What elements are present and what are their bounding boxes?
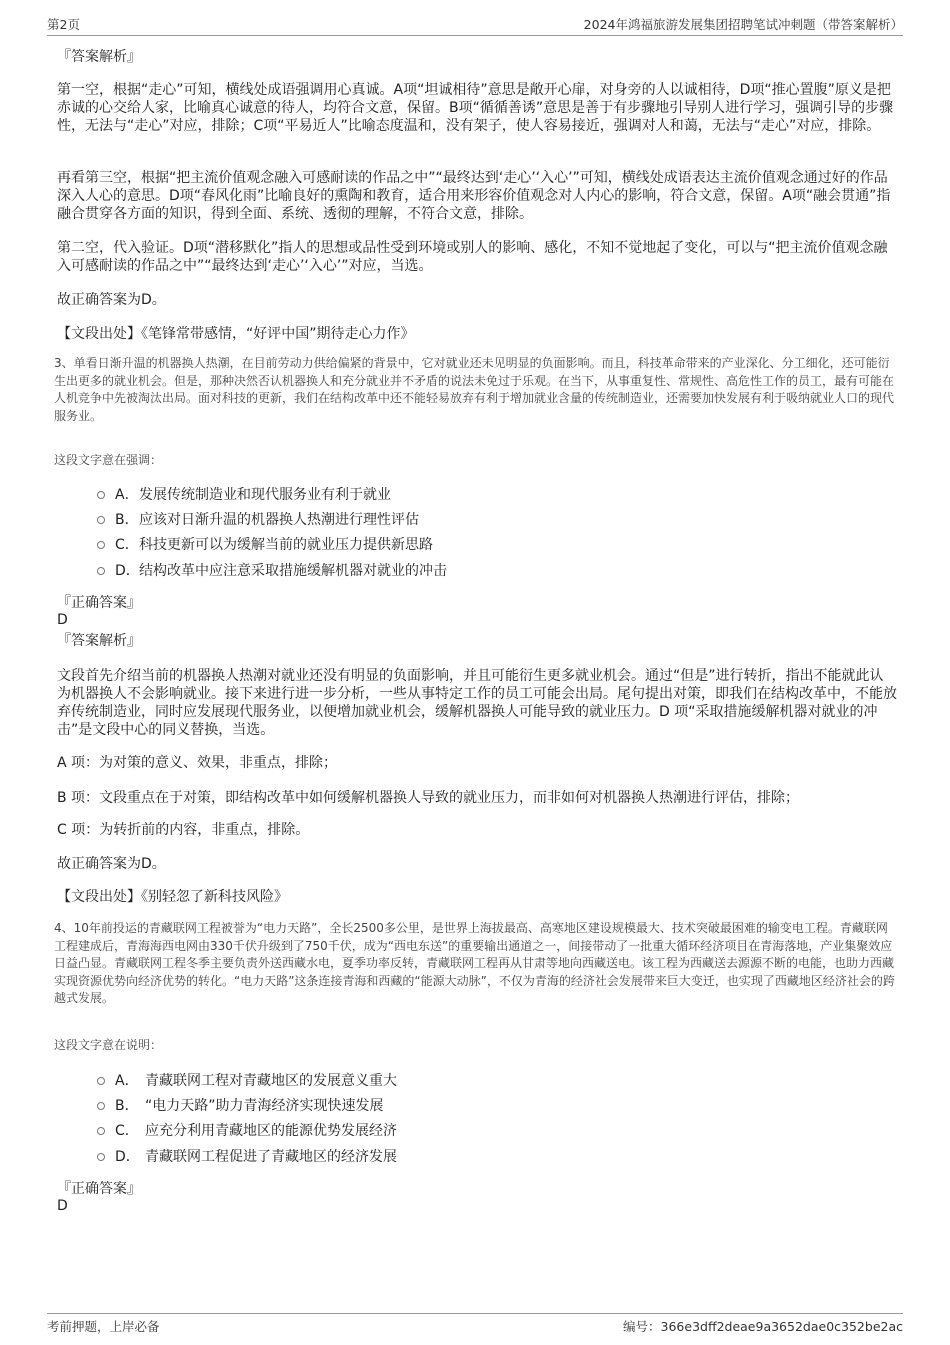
radio-icon[interactable] xyxy=(97,491,105,499)
radio-icon[interactable] xyxy=(97,567,105,575)
option-text: 发展传统制造业和现代服务业有利于就业 xyxy=(139,487,391,503)
option-text: 结构改革中应注意采取措施缓解机器对就业的冲击 xyxy=(139,563,447,579)
option-b[interactable] xyxy=(57,1097,384,1115)
option-b[interactable] xyxy=(57,511,419,529)
option-c-note: C 项：为转折前的内容，非重点，排除。 xyxy=(57,822,310,838)
question-stem: 4、10年前投运的青藏联网工程被誉为“电力天路”，全长2500多公里，是世界上海拔最高、高寒地区建设规模最大、技术突破最困难的输变电工程。青藏联网工程建成后，青海海西电网由330千伏升级到了750千伏，成为“西电东送”的重要输出通道之一，间接带动了一批重大循环经济项目在青海落地，产业集聚效应日益凸显。青藏联网工程冬季主要负责外送西藏水电，夏季功率反转，青藏联网工程再从甘肃等地向西藏送电。该工程为西藏送去源源不断的电能，也助力西藏实现资源优势向经济优势的转化。“电力天路”这条连接青海和西藏的“能源大动脉”，不仅为青海的经济社会发展带来巨大变迁，也实现了西藏地区经济社会的跨越式发展。 xyxy=(54,921,895,1005)
option-text: 青藏联网工程促进了青藏地区的经济发展 xyxy=(145,1149,397,1165)
radio-icon[interactable] xyxy=(97,1077,105,1085)
correct-answer-label: 『正确答案』 xyxy=(57,1181,141,1197)
option-a[interactable] xyxy=(57,486,391,504)
radio-icon[interactable] xyxy=(97,1153,105,1161)
option-c[interactable] xyxy=(57,1122,397,1140)
option-text: “电力天路”助力青海经济实现快速发展 xyxy=(145,1098,384,1114)
source-citation: 【文段出处】《别轻忽了新科技风险》 xyxy=(57,889,288,905)
option-letter: A． xyxy=(115,487,139,503)
correct-answer-label: 『正确答案』 xyxy=(57,595,141,611)
option-letter: D． xyxy=(115,1149,140,1165)
page-header xyxy=(47,13,903,36)
source-citation: 【文段出处】《笔锋常带感情，“好评中国”期待走心力作》 xyxy=(57,326,415,342)
option-c[interactable] xyxy=(57,536,433,554)
option-d[interactable] xyxy=(57,562,447,580)
radio-icon[interactable] xyxy=(97,1102,105,1110)
correct-answer: D xyxy=(57,1198,68,1214)
answer-conclusion: 故正确答案为D。 xyxy=(57,856,166,872)
radio-icon[interactable] xyxy=(97,516,105,524)
option-letter: B． xyxy=(115,512,139,528)
option-text: 科技更新可以为缓解当前的就业压力提供新思路 xyxy=(139,537,433,553)
question-stem: 3、单看日渐升温的机器换人热潮，在目前劳动力供给偏紧的背景中，它对就业还未见明显的负面影响。而且，科技革命带来的产业深化、分工细化，还可能衍生出更多的就业机会。但是，那种决然否认机器换人和充分就业并不矛盾的说法未免过于乐观。在当下，从事重复性、常规性、高危性工作的员工，最有可能在人机竞争中先被淘汰出局。面对科技的更新，我们在结构改革中还不能轻易放弃有利于增加就业含量的传统制造业，还需要加快发展有利于吸纳就业人口的现代服务业。 xyxy=(54,356,895,423)
analysis-paragraph: 第二空，代入验证。D项“潜移默化”指人的思想或品性受到环境或别人的影响、感化，不知不觉地起了变化，可以与“把主流价值观念融入可感耐读的作品之中”“最终达到‘走心’‘入心’”对应，当选。 xyxy=(57,240,888,274)
option-letter: D． xyxy=(115,563,140,579)
question-prompt: 这段文字意在说明： xyxy=(54,1038,163,1052)
analysis-paragraph: 第一空，根据“走心”可知，横线处成语强调用心真诚。A项“坦诚相待”意思是敞开心扉，对身旁的人以诚相待，D项“推心置腹”原义是把赤诚的心交给人家，比喻真心诚意的待人，均符合文意，保留。B项“循循善诱”意思是善于有步骤地引导别人进行学习，强调引导的步骤性，无法与“走心”对应，排除；C项“平易近人”比喻态度温和，没有架子，使人容易接近，强调对人和蔼，无法与“走心”对应，排除。 xyxy=(57,82,894,134)
option-letter: B． xyxy=(115,1098,139,1114)
question-prompt: 这段文字意在强调： xyxy=(54,453,163,467)
page-number: 第2页 xyxy=(47,17,80,32)
radio-icon[interactable] xyxy=(97,541,105,549)
answer-conclusion: 故正确答案为D。 xyxy=(57,292,166,308)
analysis-label: 『答案解析』 xyxy=(57,49,141,65)
option-b-note: B 项：文段重点在于对策，即结构改革中如何缓解机器换人导致的就业压力，而非如何对机器换人热潮进行评估，排除； xyxy=(57,790,800,806)
option-text: 应该对日渐升温的机器换人热潮进行理性评估 xyxy=(139,512,419,528)
option-letter: A． xyxy=(115,1073,139,1089)
analysis-paragraph: 再看第三空，根据“把主流价值观念融入可感耐读的作品之中”“最终达到‘走心’‘入心’”可知，横线处成语表达主流价值观念通过好的作品深入人心的意思。D项“春风化雨”比喻良好的熏陶和教育，适合用来形容价值观念对人内心的影响，符合文意，保留。A项“融会贯通”指融合贯穿各方面的知识，得到全面、系统、透彻的理解，不符合文意，排除。 xyxy=(57,170,891,222)
option-letter: C． xyxy=(115,1123,139,1139)
option-letter: C． xyxy=(115,537,139,553)
document-id: 编号：366e3dff2deae9a3652dae0c352be2ac xyxy=(623,1319,903,1334)
option-a-note: A 项：为对策的意义、效果，非重点，排除； xyxy=(57,755,338,771)
footer-slogan: 考前押题，上岸必备 xyxy=(47,1319,160,1334)
analysis-label: 『答案解析』 xyxy=(57,633,141,649)
option-text: 青藏联网工程对青藏地区的发展意义重大 xyxy=(145,1073,397,1089)
option-a[interactable] xyxy=(57,1072,397,1090)
radio-icon[interactable] xyxy=(97,1127,105,1135)
analysis-paragraph: 文段首先介绍当前的机器换人热潮对就业还没有明显的负面影响，并且可能衍生更多就业机会。通过“但是”进行转折，指出不能就此认为机器换人不会影响就业。接下来进行进一步分析，一些从事特定工作的员工可能会出局。尾句提出对策，即我们在结构改革中，不能放弃传统制造业，同时应发展现代服务业，以便增加就业机会，缓解机器换人可能导致的就业压力。D 项“采取措施缓解机器对就业的冲击”是文段中心的同义替换，当选。 xyxy=(57,668,897,738)
option-d[interactable] xyxy=(57,1148,397,1166)
document-title: 2024年鸿福旅游发展集团招聘笔试冲刺题（带答案解析） xyxy=(583,17,903,32)
option-text: 应充分利用青藏地区的能源优势发展经济 xyxy=(145,1123,397,1139)
page-footer xyxy=(47,1313,903,1336)
correct-answer: D xyxy=(57,612,68,628)
